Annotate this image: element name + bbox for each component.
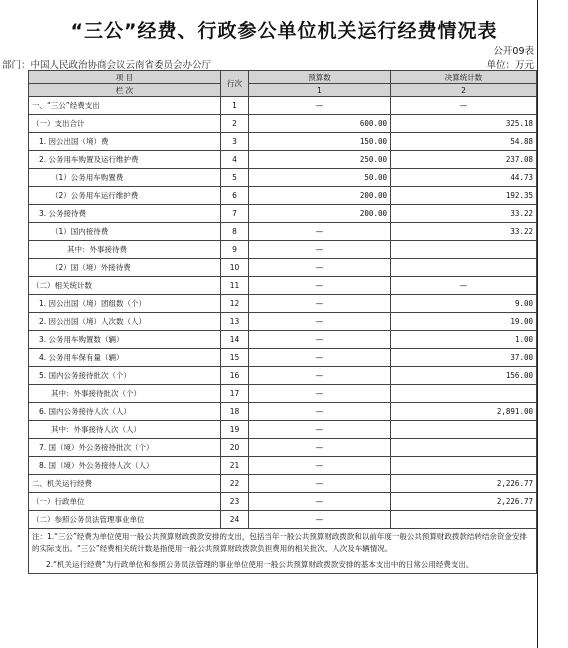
- row-final-value: 54.88: [391, 133, 537, 151]
- page-title: “三公”经费、行政参公单位机关运行经费情况表: [70, 20, 498, 42]
- row-item-name: 二、机关运行经费: [29, 475, 221, 493]
- row-number: 12: [221, 295, 249, 313]
- row-item-name: （2）公务用车运行维护费: [29, 187, 221, 205]
- row-final-value: [391, 457, 537, 475]
- header-item: 项 目: [29, 71, 221, 84]
- table-row: [29, 97, 537, 115]
- expense-table: [28, 70, 537, 574]
- row-item-name: （1）公务用车购置费: [29, 169, 221, 187]
- row-budget-value: 250.00: [249, 151, 391, 169]
- header-row-no: 行次: [221, 71, 249, 97]
- row-budget-value: —: [249, 511, 391, 529]
- row-item-name: 4. 公务用车保有量（辆）: [29, 349, 221, 367]
- row-item-name: 其中：外事接待人次（人）: [29, 421, 221, 439]
- row-final-value: 19.00: [391, 313, 537, 331]
- row-number: 20: [221, 439, 249, 457]
- row-budget-value: —: [249, 439, 391, 457]
- row-number: 23: [221, 493, 249, 511]
- row-number: 9: [221, 241, 249, 259]
- table-row: [29, 511, 537, 529]
- row-final-value: 9.00: [391, 295, 537, 313]
- row-number: 16: [221, 367, 249, 385]
- row-number: 1: [221, 97, 249, 115]
- row-final-value: 37.00: [391, 349, 537, 367]
- row-final-value: 44.73: [391, 169, 537, 187]
- row-budget-value: —: [249, 259, 391, 277]
- row-item-name: 其中：外事接待费: [29, 241, 221, 259]
- header-row-1: [29, 71, 537, 84]
- table-row: [29, 205, 537, 223]
- row-budget-value: —: [249, 223, 391, 241]
- row-number: 3: [221, 133, 249, 151]
- table-row: [29, 133, 537, 151]
- row-final-value: [391, 259, 537, 277]
- row-final-value: 156.00: [391, 367, 537, 385]
- note-1: 注：1.“三公”经费为单位使用一般公共预算财政拨款安排的支出，包括当年一般公共预算财政拨款和以前年度一般公共预算财政拨款结转结余资金安排的实际支出。“三公”经费相关统计数是指使用一般公共预算财政拨款负担费用的相关批次、人次及车辆情况。: [32, 532, 527, 553]
- row-budget-value: 200.00: [249, 187, 391, 205]
- row-budget-value: —: [249, 421, 391, 439]
- row-budget-value: —: [249, 403, 391, 421]
- row-number: 18: [221, 403, 249, 421]
- row-budget-value: —: [249, 313, 391, 331]
- header-final-col: 2: [391, 84, 537, 97]
- row-budget-value: 50.00: [249, 169, 391, 187]
- row-number: 4: [221, 151, 249, 169]
- row-item-name: （一）行政单位: [29, 493, 221, 511]
- row-item-name: 3. 公务接待费: [29, 205, 221, 223]
- header-budget-col: 1: [249, 84, 391, 97]
- row-budget-value: —: [249, 241, 391, 259]
- row-number: 13: [221, 313, 249, 331]
- row-number: 21: [221, 457, 249, 475]
- row-item-name: （二）相关统计数: [29, 277, 221, 295]
- row-final-value: 33.22: [391, 205, 537, 223]
- table-row: [29, 277, 537, 295]
- row-item-name: 1. 因公出国（境）费: [29, 133, 221, 151]
- row-item-name: 5. 国内公务接待批次（个）: [29, 367, 221, 385]
- row-item-name: 一、“三公”经费支出: [29, 97, 221, 115]
- row-item-name: （1）国内接待费: [29, 223, 221, 241]
- table-row: [29, 115, 537, 133]
- row-number: 14: [221, 331, 249, 349]
- table-row: [29, 169, 537, 187]
- row-item-name: （一）支出合计: [29, 115, 221, 133]
- row-final-value: —: [391, 97, 537, 115]
- table-row: [29, 349, 537, 367]
- row-budget-value: 200.00: [249, 205, 391, 223]
- table-row: [29, 331, 537, 349]
- table-row: [29, 241, 537, 259]
- row-number: 15: [221, 349, 249, 367]
- table-row: [29, 259, 537, 277]
- row-item-name: （2）国（境）外接待费: [29, 259, 221, 277]
- unit-label: 单位：万元: [486, 60, 534, 71]
- note-2: 2.“机关运行经费”为行政单位和参照公务员法管理的事业单位使用一般公共预算财政拨款安排的基本支出中的日常公用经费支出。: [46, 560, 474, 569]
- department-label: 部门：中国人民政治协商会议云南省委员会办公厅: [2, 60, 212, 71]
- row-budget-value: —: [249, 493, 391, 511]
- table-row: [29, 403, 537, 421]
- table-row: [29, 295, 537, 313]
- row-final-value: [391, 421, 537, 439]
- table-row: [29, 421, 537, 439]
- row-item-name: 7. 国（境）外公务接待批次（个）: [29, 439, 221, 457]
- row-budget-value: —: [249, 331, 391, 349]
- row-final-value: 237.08: [391, 151, 537, 169]
- row-item-name: （二）参照公务员法管理事业单位: [29, 511, 221, 529]
- row-number: 24: [221, 511, 249, 529]
- row-budget-value: —: [249, 295, 391, 313]
- row-budget-value: —: [249, 367, 391, 385]
- table-row: [29, 151, 537, 169]
- row-item-name: 3. 公务用车购置数（辆）: [29, 331, 221, 349]
- report-code: 公开09表: [493, 46, 534, 57]
- row-final-value: [391, 385, 537, 403]
- notes-cell: [29, 529, 537, 574]
- table-row: [29, 367, 537, 385]
- row-budget-value: —: [249, 349, 391, 367]
- table-row: [29, 439, 537, 457]
- table-row: [29, 493, 537, 511]
- row-final-value: 1.00: [391, 331, 537, 349]
- row-item-name: 2. 因公出国（境）人次数（人）: [29, 313, 221, 331]
- header-row-2: [29, 84, 537, 97]
- table-row: [29, 313, 537, 331]
- row-final-value: [391, 511, 537, 529]
- table-row: [29, 457, 537, 475]
- row-budget-value: —: [249, 475, 391, 493]
- page-edge-divider: [537, 0, 538, 648]
- row-number: 10: [221, 259, 249, 277]
- row-item-name: 其中：外事接待批次（个）: [29, 385, 221, 403]
- row-number: 8: [221, 223, 249, 241]
- row-final-value: [391, 241, 537, 259]
- header-final: 决算统计数: [391, 71, 537, 84]
- row-final-value: 33.22: [391, 223, 537, 241]
- row-number: 2: [221, 115, 249, 133]
- table-row: [29, 475, 537, 493]
- header-column-label: 栏 次: [29, 84, 221, 97]
- row-budget-value: —: [249, 457, 391, 475]
- row-budget-value: 150.00: [249, 133, 391, 151]
- row-final-value: 2,226.77: [391, 493, 537, 511]
- row-number: 11: [221, 277, 249, 295]
- row-final-value: 2,891.00: [391, 403, 537, 421]
- row-item-name: 2. 公务用车购置及运行维护费: [29, 151, 221, 169]
- row-number: 7: [221, 205, 249, 223]
- table-row: [29, 187, 537, 205]
- row-number: 22: [221, 475, 249, 493]
- table-row: [29, 385, 537, 403]
- row-item-name: 8. 国（境）外公务接待人次（人）: [29, 457, 221, 475]
- row-number: 5: [221, 169, 249, 187]
- notes-row: [29, 529, 537, 574]
- row-budget-value: 600.00: [249, 115, 391, 133]
- row-budget-value: —: [249, 385, 391, 403]
- header-budget: 预算数: [249, 71, 391, 84]
- row-number: 6: [221, 187, 249, 205]
- row-final-value: —: [391, 277, 537, 295]
- row-final-value: [391, 439, 537, 457]
- row-item-name: 6. 国内公务接待人次（人）: [29, 403, 221, 421]
- row-budget-value: —: [249, 277, 391, 295]
- table-row: [29, 223, 537, 241]
- row-item-name: 1. 因公出国（境）团组数（个）: [29, 295, 221, 313]
- row-number: 17: [221, 385, 249, 403]
- row-final-value: 2,226.77: [391, 475, 537, 493]
- row-budget-value: —: [249, 97, 391, 115]
- row-final-value: 325.18: [391, 115, 537, 133]
- row-number: 19: [221, 421, 249, 439]
- row-final-value: 192.35: [391, 187, 537, 205]
